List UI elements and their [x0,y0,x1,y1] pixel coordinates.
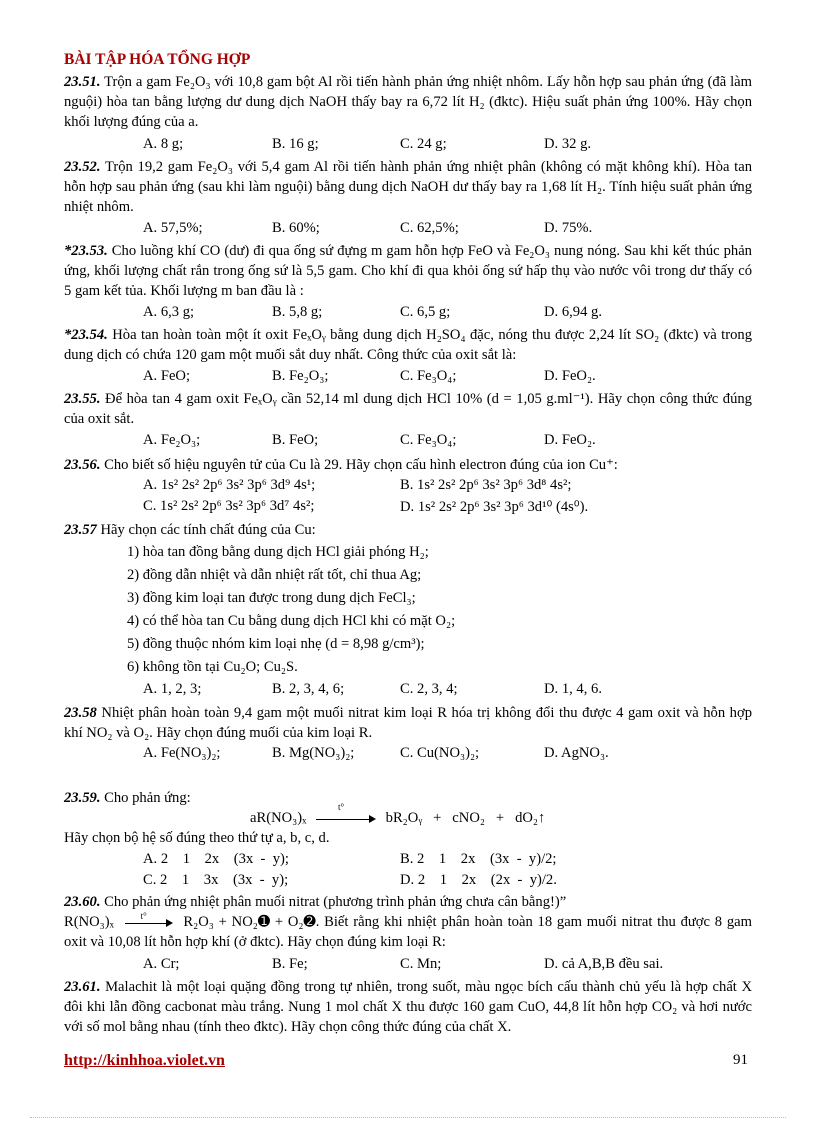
option-c: C. 62,5%; [400,220,459,236]
option-d: D. cả A,B,B đều sai. [544,956,664,972]
option-a: A. 57,5%; [143,220,203,236]
question-text: Để hòa tan 4 gam oxit FeₓOᵧ cần 52,14 ml dung dịch HCl 10% (d = 1,05 g.ml⁻¹). Hãy chọn công thức đúng của oxit sắt. [64,391,752,427]
option-d: D. FeO₂. [544,432,596,448]
option-d: D. 1s² 2s² 2p⁶ 3s² 3p⁶ 3d¹⁰ (4s⁰). [400,499,589,515]
question-text: Malachit là một loại quặng đồng trong tự nhiên, trong suốt, màu ngọc bích cấu thành chủ yếu là hợp chất X đôi khi lẫn đồng cacbonat màu trắng. Nung 1 mol chất X thu được 160 gam CuO, 44,8 lít hỗn hợp CO₂ và hơi nước với số mol bằng nhau (tính theo đktc). Hãy chọn công thức đúng của chất X. [64,979,752,1035]
option-c: C. 24 g; [400,136,447,152]
question-number: 23.51. [64,74,101,90]
option-b: B. FeO; [272,432,319,448]
question-number: 23.60. [64,894,101,910]
reaction-equation [250,801,546,827]
question-23-60 [64,892,752,912]
question-number: 23.61. [64,979,101,995]
option-a: A. 2 1 2x (3x - y); [143,851,289,867]
option-a: A. Fe₂O₃; [143,432,201,448]
option-c: C. 2 1 3x (3x - y); [143,872,289,888]
question-23-55 [64,389,752,429]
question-text: Cho phản ứng: [104,790,191,806]
page-number: 91 [733,1052,748,1068]
question-text: Nhiệt phân hoàn toàn 9,4 gam một muối nitrat kim loại R hóa trị không đổi thu được 4 gam oxit và hỗn hợp khí NO₂ và O₂. Hãy chọn đúng muối của kim loại R. [64,705,752,741]
option-d: D. 75%. [544,220,593,236]
list-item: 2) đồng dẫn nhiệt và dẫn nhiệt rất tốt, chỉ thua Ag; [127,567,422,583]
footer-divider [30,1117,786,1118]
footer-link[interactable]: http://kinhhoa.violet.vn [64,1052,225,1069]
list-item: 3) đồng kim loại tan được trong dung dịch FeCl₃; [127,590,416,606]
option-b: B. 60%; [272,220,320,236]
question-number: 23.56. [64,457,101,473]
equation-rest: R₂O₃ + NO₂➊ + O₂➋. Biết rằng khi nhiệt phân hoàn toàn 18 gam muối nitrat thu được 8 gam oxit và 10,08 lít hỗn hợp khí (ở đktc). Hãy chọn đúng kim loại R: [64,914,752,950]
option-c: C. Cu(NO₃)₂; [400,745,480,761]
list-item: 1) hòa tan đồng bằng dung dịch HCl giải phóng H₂; [127,544,429,560]
heat-label: t° [140,910,147,921]
equation-left: aR(NO₃)ₓ [250,810,307,826]
question-text: Trộn a gam Fe₂O₃ với 10,8 gam bột Al rồi tiến hành phản ứng nhiệt nhôm. Lấy hỗn hợp sau phản ứng (đã làm nguội) hòa tan bằng lượng dư dung dịch NaOH thấy bay ra 6,72 lít H₂ (đktc). Hiệu suất phản ứng 100%. Hãy chọn khối lượng đúng của a. [64,74,752,130]
list-item: 6) không tồn tại Cu₂O; Cu₂S. [127,659,298,675]
question-number: 23.57 [64,522,97,538]
option-a: A. FeO; [143,368,191,384]
option-d: D. AgNO₃. [544,745,609,761]
option-b: B. 5,8 g; [272,304,323,320]
option-c: C. Fe₃O₄; [400,432,457,448]
question-23-54 [64,325,752,365]
option-b: B. Fe₂O₃; [272,368,329,384]
question-text: Hãy chọn các tính chất đúng của Cu: [100,522,316,538]
option-c: C. 1s² 2s² 2p⁶ 3s² 3p⁶ 3d⁷ 4s²; [143,498,315,514]
option-b: B. 2 1 2x (3x - y)/2; [400,851,557,867]
list-item: 5) đồng thuộc nhóm kim loại nhẹ (d = 8,98 g/cm³); [127,636,425,652]
question-number: 23.59. [64,790,101,806]
question-number: 23.52. [64,159,101,175]
page-title: BÀI TẬP HÓA TỔNG HỢP [64,51,251,68]
option-a: A. 6,3 g; [143,304,195,320]
question-ask: Hãy chọn bộ hệ số đúng theo thứ tự a, b, c, d. [64,830,330,846]
question-23-56 [64,455,752,475]
question-23-53 [64,241,752,301]
option-c: C. 6,5 g; [400,304,451,320]
question-23-59 [64,788,752,808]
question-number: 23.58 [64,705,97,721]
question-23-52 [64,157,752,217]
question-number: *23.53. [64,243,108,259]
question-number: 23.55. [64,391,101,407]
question-23-51 [64,72,752,132]
list-item: 4) có thể hòa tan Cu bằng dung dịch HCl khi có mặt O₂; [127,613,456,629]
option-a: A. 1, 2, 3; [143,681,202,697]
option-c: C. Mn; [400,956,442,972]
question-text: Trộn 19,2 gam Fe₂O₃ với 5,4 gam Al rồi tiến hành phản ứng nhiệt phân (không có mặt không khí). Hòa tan hỗn hợp sau phản ứng (sau khi làm nguội) bằng dung dịch NaOH dư thấy bay ra 1,68 lít H₂. Tính hiệu suất phản ứng nhiệt nhôm. [64,159,752,215]
option-d: D. FeO₂. [544,368,596,384]
heat-label: t° [338,801,345,812]
option-b: B. 16 g; [272,136,319,152]
option-b: B. 2, 3, 4, 6; [272,681,345,697]
option-a: A. Cr; [143,956,180,972]
question-number: *23.54. [64,327,108,343]
option-a: A. Fe(NO₃)₂; [143,745,221,761]
option-d: D. 1, 4, 6. [544,681,602,697]
arrow-icon [316,801,376,824]
equation-left: R(NO₃)ₓ [64,914,114,930]
equation-right: bR₂Oᵧ + cNO₂ + dO₂↑ [385,810,546,826]
option-b: B. Fe; [272,956,308,972]
option-a: A. 1s² 2s² 2p⁶ 3s² 3p⁶ 3d⁹ 4s¹; [143,477,316,493]
question-23-58 [64,703,752,743]
question-23-57 [64,520,752,540]
option-c: C. Fe₃O₄; [400,368,457,384]
question-23-60-equation [64,912,752,952]
option-d: D. 32 g. [544,136,592,152]
option-d: D. 2 1 2x (2x - y)/2. [400,872,557,888]
option-d: D. 6,94 g. [544,304,602,320]
question-23-61 [64,977,752,1037]
question-text: Hòa tan hoàn toàn một ít oxit FeₓOᵧ bằng dung dịch H₂SO₄ đặc, nóng thu được 2,24 lít SO₂ (đktc) và trong dung dịch có chứa 120 gam một muối sắt duy nhất. Công thức của oxit sắt là: [64,327,752,363]
question-text: Cho biết số hiệu nguyên tử của Cu là 29. Hãy chọn cấu hình electron đúng của ion Cu⁺: [104,457,618,473]
option-b: B. 1s² 2s² 2p⁶ 3s² 3p⁶ 3d⁸ 4s²; [400,477,572,493]
arrow-icon [125,910,173,928]
question-text: Cho phản ứng nhiệt phân muối nitrat (phương trình phản ứng chưa cân bằng!)” [104,894,567,910]
option-a: A. 8 g; [143,136,184,152]
option-b: B. Mg(NO₃)₂; [272,745,355,761]
question-text: Cho luồng khí CO (dư) đi qua ống sứ đựng m gam hỗn hợp FeO và Fe₂O₃ nung nóng. Sau khi kết thúc phản ứng, khối lượng chất rắn trong ống sứ là 5,5 gam. Cho khí đi qua khỏi ống sứ hấp thụ vào nước vôi trong dư thấy có 5 gam kết tủa. Khối lượng m ban đầu là : [64,243,752,299]
option-c: C. 2, 3, 4; [400,681,458,697]
